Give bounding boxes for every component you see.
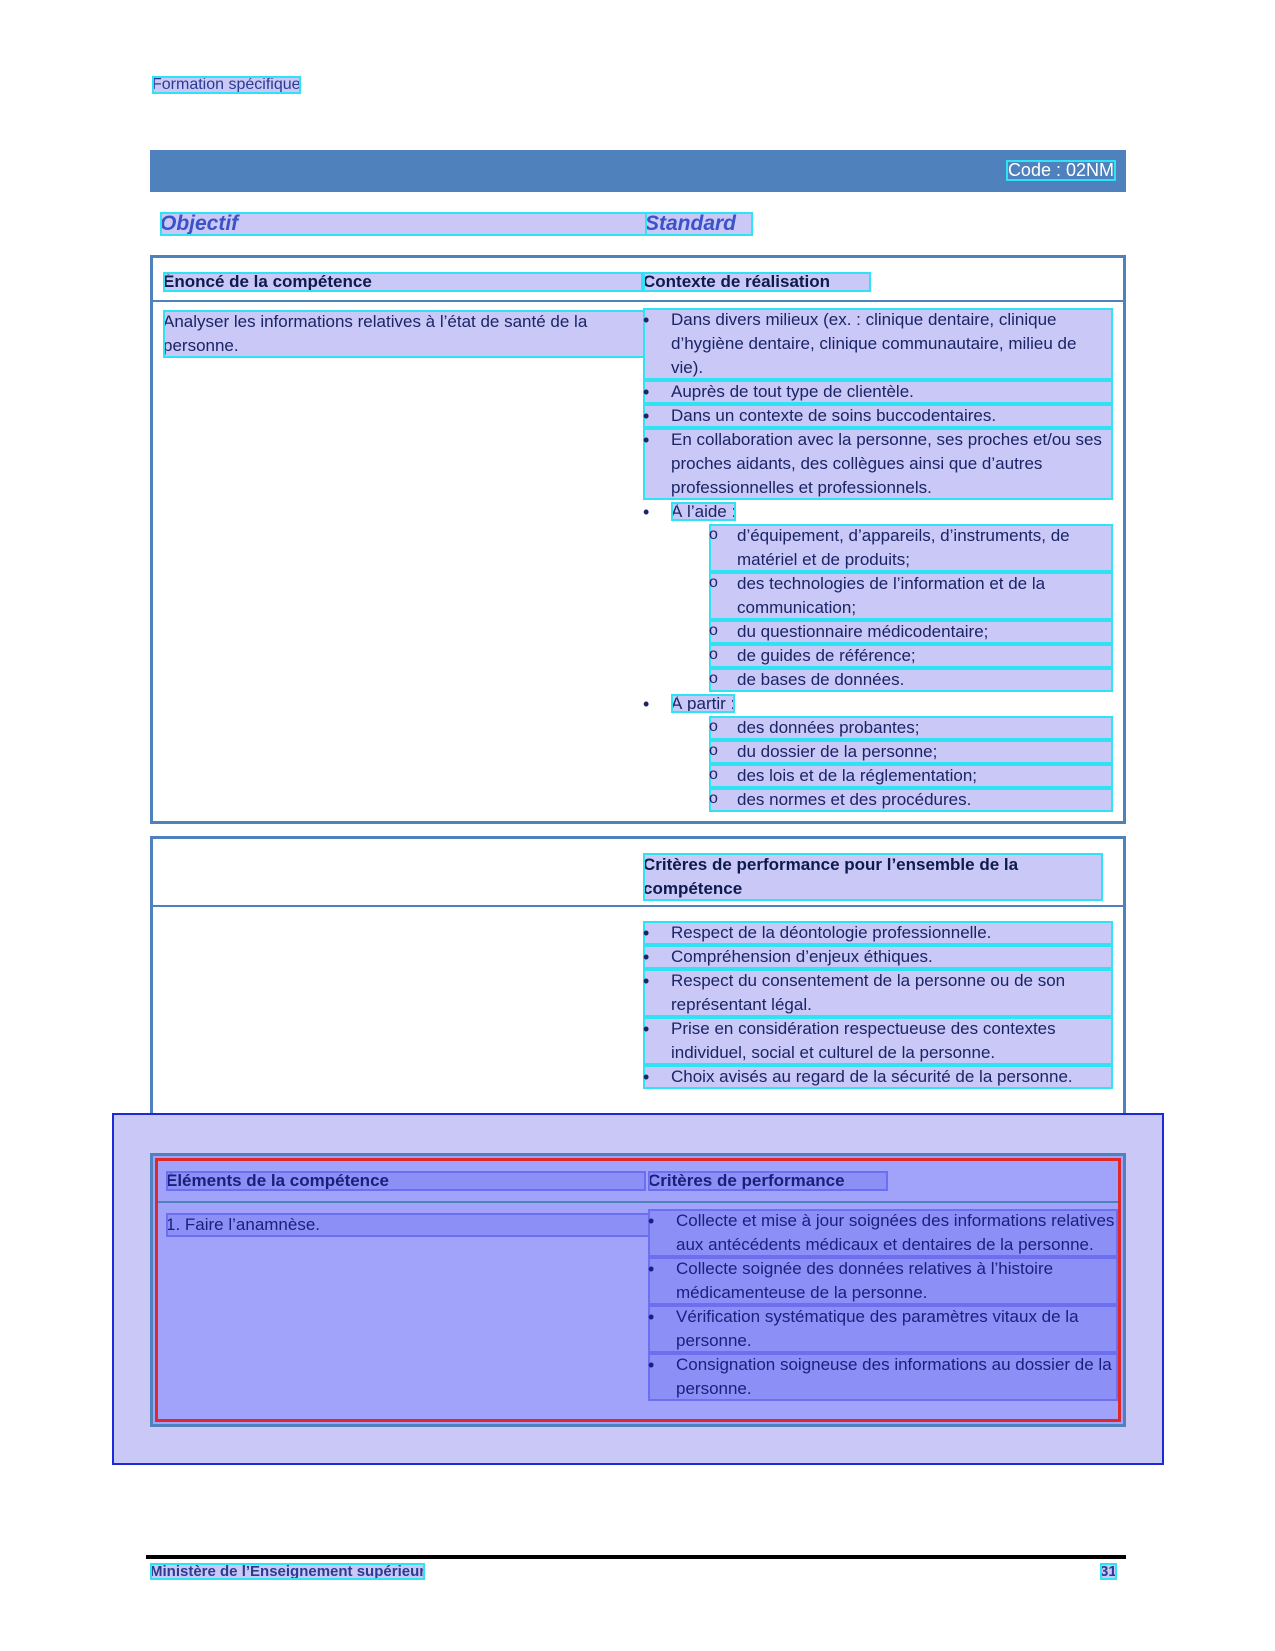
program-code: Code : 02NM (1007, 160, 1114, 180)
table-divider (153, 905, 1123, 907)
sub-list-item: o de bases de données. (709, 668, 1113, 692)
list-item: • Respect de la déontologie professionnelle. (643, 921, 1113, 945)
list-item: • En collaboration avec la personne, ses proches et/ou ses proches aidants, des collègues ainsi que d’autres professionnelles et professionnels. (643, 428, 1113, 500)
sub-list-item: o du dossier de la personne; (709, 740, 1113, 764)
section-title-standard: Standard (645, 212, 753, 236)
footer-divider (146, 1555, 1126, 1559)
list-item: • Auprès de tout type de clientèle. (643, 380, 1113, 404)
list-item: • Compréhension d’enjeux éthiques. (643, 945, 1113, 969)
criteria-list (648, 1209, 1118, 1401)
list-item: • Vérification systématique des paramètres vitaux de la personne. (648, 1305, 1118, 1353)
list-item: • Collecte et mise à jour soignées des informations relatives aux antécédents médicaux et dentaires de la personne. (648, 1209, 1118, 1257)
sub-list-item: o des technologies de l’information et de la communication; (709, 572, 1113, 620)
element-item-1: 1. Faire l’anamnèse. (166, 1213, 656, 1237)
section-title-objectif: Objectif (160, 212, 650, 236)
criteria-heading: Critères de performance (648, 1171, 888, 1191)
list-item: • À partir : o des données probantes; o du dossier de la personne; o des lois et de la réglementation; o des normes et des procédures. (643, 692, 1113, 812)
criteria-overall-heading: Critères de performance pour l’ensemble de la compétence (643, 853, 1103, 901)
list-item: • Consignation soigneuse des informations au dossier de la personne. (648, 1353, 1118, 1401)
contexte-list (643, 308, 1113, 812)
enonce-heading: Énoncé de la compétence (163, 272, 643, 292)
elements-criteria-table (150, 1153, 1126, 1427)
sub-list-item: o des données probantes; (709, 716, 1113, 740)
enonce-text: Analyser les informations relatives à l’état de santé de la personne. (163, 310, 653, 358)
page-header: Formation spécifique (152, 76, 301, 93)
table-divider (153, 300, 1123, 302)
sub-list-item: o des lois et de la réglementation; (709, 764, 1113, 788)
sub-list-item: o de guides de référence; (709, 644, 1113, 668)
list-item: • Collecte soignée des données relatives à l’histoire médicamenteuse de la personne. (648, 1257, 1118, 1305)
sub-list-item: o du questionnaire médicodentaire; (709, 620, 1113, 644)
contexte-heading: Contexte de réalisation (643, 272, 871, 292)
code-bar (150, 150, 1126, 192)
criteria-overall-list (643, 921, 1113, 1089)
sub-list-item: o d’équipement, d’appareils, d’instruments, de matériel et de produits; (709, 524, 1113, 572)
page-number: 31 (1100, 1563, 1117, 1580)
footer-ministry: Ministère de l’Enseignement supérieur (150, 1563, 426, 1580)
list-item: • Dans un contexte de soins buccodentaires. (643, 404, 1113, 428)
list-item: • Choix avisés au regard de la sécurité de la personne. (643, 1065, 1113, 1089)
list-item: • Prise en considération respectueuse des contextes individuel, social et culturel de la personne. (643, 1017, 1113, 1065)
sub-list-item: o des normes et des procédures. (709, 788, 1113, 812)
list-item: • Respect du consentement de la personne ou de son représentant légal. (643, 969, 1113, 1017)
selection-frame (155, 1158, 1121, 1422)
competence-context-table (150, 255, 1126, 824)
table-divider (158, 1201, 1118, 1203)
elements-heading: Éléments de la compétence (166, 1171, 646, 1191)
list-item: • À l’aide : o d’équipement, d’appareils, d’instruments, de matériel et de produits; o des technologies de l’information et de la communication; o du questionnaire médicodentaire; o de guides de référence; o de bases de données. (643, 500, 1113, 692)
criteria-overall-table (150, 836, 1126, 1139)
list-item: • Dans divers milieux (ex. : clinique dentaire, clinique d’hygiène dentaire, clinique communautaire, milieu de vie). (643, 308, 1113, 380)
